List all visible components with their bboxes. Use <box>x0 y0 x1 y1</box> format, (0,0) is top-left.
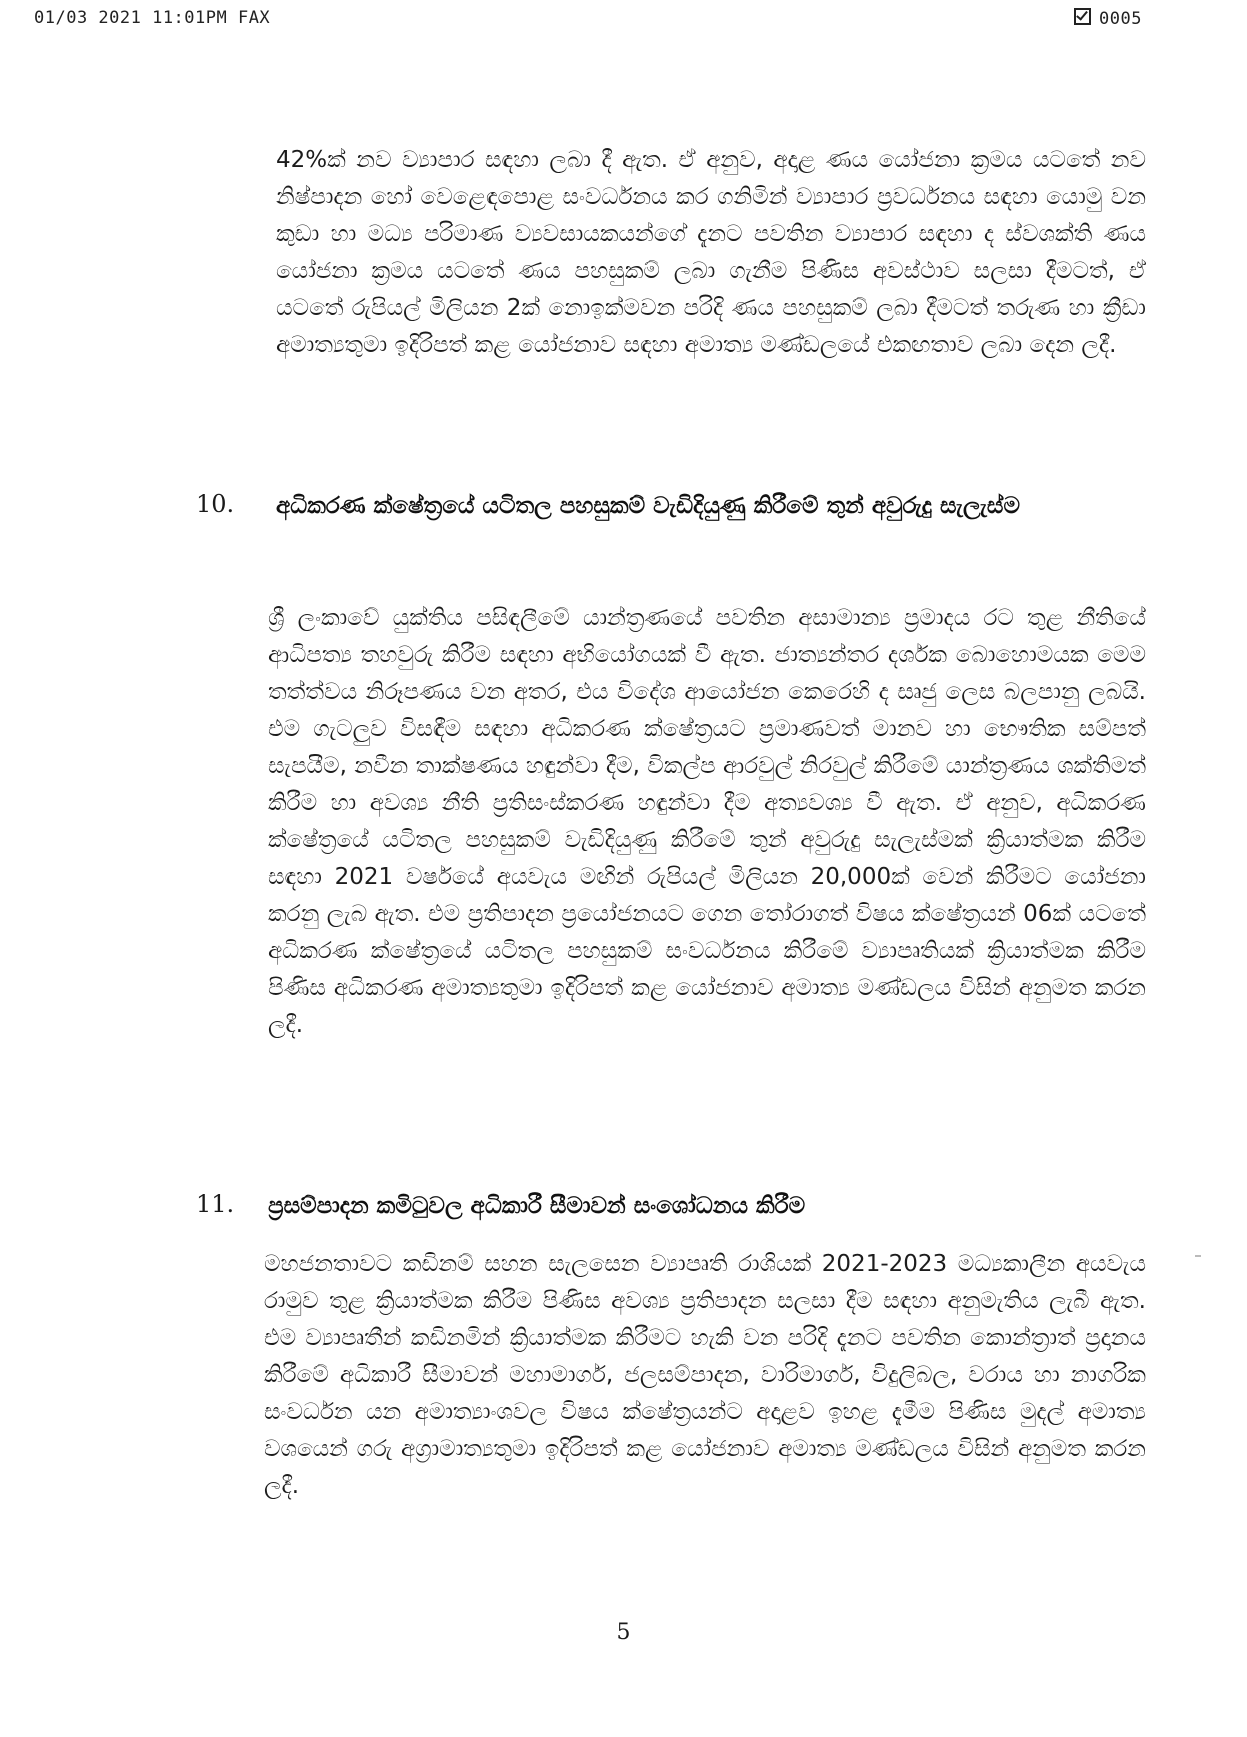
section-10-number: 10. <box>196 490 235 518</box>
fax-header <box>34 8 1142 32</box>
section-10-title: අධිකරණ ක්ෂේත්‍රයේ යටිතල පහසුකම් වැඩිදියුණු කිරීමේ තුන් අවුරුදු සැලැස්ම <box>276 493 1021 519</box>
section-11-title: ප්‍රසම්පාදන කමිටුවල අධිකාරී සීමාවන් සංශෝධනය කිරීම <box>268 1193 806 1219</box>
fax-page-id <box>1074 8 1142 29</box>
checked-box-icon <box>1074 8 1091 25</box>
section-11-number: 11. <box>196 1190 235 1218</box>
fax-timestamp: 01/03 2021 11:01PM FAX <box>34 8 271 28</box>
section-10-body: ශ්‍රී ලංකාවේ යුක්තිය පසිඳලීමේ යාන්ත්‍රණයේ පවතින අසාමාන්‍ය ප්‍රමාදය රට තුළ නීතියේ ආධිපත්‍ය තහවුරු කිරීම සඳහා අභියෝගයක් වී ඇත. ජාත්‍යන්තර දර්ශක බොහොමයක මෙම තත්ත්වය නිරූපණය වන අතර, එය විදේශ ආයෝජන කෙරෙහි ද සෘජු ලෙස බලපානු ලබයි. එම ගැටලුව විසඳීම සඳහා අධිකරණ ක්ෂේත්‍රයට ප්‍රමාණවත් මානව හා භෞතික සම්පත් සැපයීම, නවීන තාක්ෂණය හඳුන්වා දීම, විකල්ප ආරවුල් නිරවුල් කිරීමේ යාන්ත්‍රණය ශක්තිමත් කිරීම හා අවශ්‍ය නීති ප්‍රතිසංස්කරණ හඳුන්වා දීම අත්‍යවශ්‍ය වී ඇත. ඒ අනුව, අධිකරණ ක්ෂේත්‍රයේ යටිතල පහසුකම් වැඩිදියුණු කිරීමේ තුන් අවුරුදු සැලැස්මක් ක්‍රියාත්මක කිරීම සඳහා 2021 වර්ෂයේ අයවැය මඟින් රුපියල් මිලියන 20,000ක් වෙන් කිරීමට යෝජනා කරනු ලැබ ඇත. එම ප්‍රතිපාදන ප්‍රයෝජනයට ගෙන තෝරාගත් විෂය ක්ෂේත්‍රයන් 06ක් යටතේ අධිකරණ ක්ෂේත්‍රයේ යටිතල පහසුකම් සංවර්ධනය කිරීමේ ව්‍යාපෘතියක් ක්‍රියාත්මක කිරීම පිණිස අධිකරණ අමාත්‍යතුමා ඉදිරිපත් කළ යෝජනාව අමාත්‍ය මණ්ඩලය විසින් අනුමත කරන ලදී. <box>268 605 1146 1038</box>
margin-mark <box>1195 1255 1201 1257</box>
fax-page-number: 0005 <box>1099 9 1142 29</box>
section-11-body: මහජනතාවට කඩිනම් සහන සැලසෙන ව්‍යාපෘති රාශියක් 2021-2023 මධ්‍යකාලීන අයවැය රාමුව තුළ ක්‍රියාත්මක කිරීම පිණිස අවශ්‍ය ප්‍රතිපාදන සලසා දීම සඳහා අනුමැතිය ලැබී ඇත. එම ව්‍යාපෘතීන් කඩිනමින් ක්‍රියාත්මක කිරීමට හැකි වන පරිදි දැනට පවතින කොන්ත්‍රාත් ප්‍රදානය කිරීමේ අධිකාරී සීමාවන් මහාමාර්ග, ජලසම්පාදන, වාරිමාර්ග, විදුලිබල, වරාය හා නාගරික සංවර්ධන යන අමාත්‍යාංශවල විෂය ක්ෂේත්‍රයන්ට අදාළව ඉහළ දැමීම පිණිස මුදල් අමාත්‍ය වශයෙන් ගරු අග්‍රාමාත්‍යතුමා ඉදිරිපත් කළ යෝජනාව අමාත්‍ය මණ්ඩලය විසින් අනුමත කරන ලදී. <box>264 1251 1146 1499</box>
intro-paragraph: 42%ක් නව ව්‍යාපාර සඳහා ලබා දී ඇත. ඒ අනුව, අදාළ ණය යෝජනා ක්‍රමය යටතේ නව නිෂ්පාදන හෝ වෙළෙඳපොළ සංවර්ධනය කර ගනිමින් ව්‍යාපාර ප්‍රවර්ධනය සඳහා යොමු වන කුඩා හා මධ්‍ය පරිමාණ ව්‍යවසායකයන්ගේ දැනට පවතින ව්‍යාපාර සඳහා ද ස්වශක්ති ණය යෝජනා ක්‍රමය යටතේ ණය පහසුකම් ලබා ගැනීම පිණිස අවස්ථාව සලසා දීමටත්, ඒ යටතේ රුපියල් මිලියන 2ක් නොඉක්මවන පරිදි ණය පහසුකම් ලබා දීමටත් තරුණ හා ක්‍රීඩා අමාත්‍යතුමා ඉදිරිපත් කළ යෝජනාව සඳහා අමාත්‍ය මණ්ඩලයේ එකඟතාව ලබා දෙන ලදී. <box>276 147 1146 358</box>
page-number: 5 <box>616 1620 631 1645</box>
